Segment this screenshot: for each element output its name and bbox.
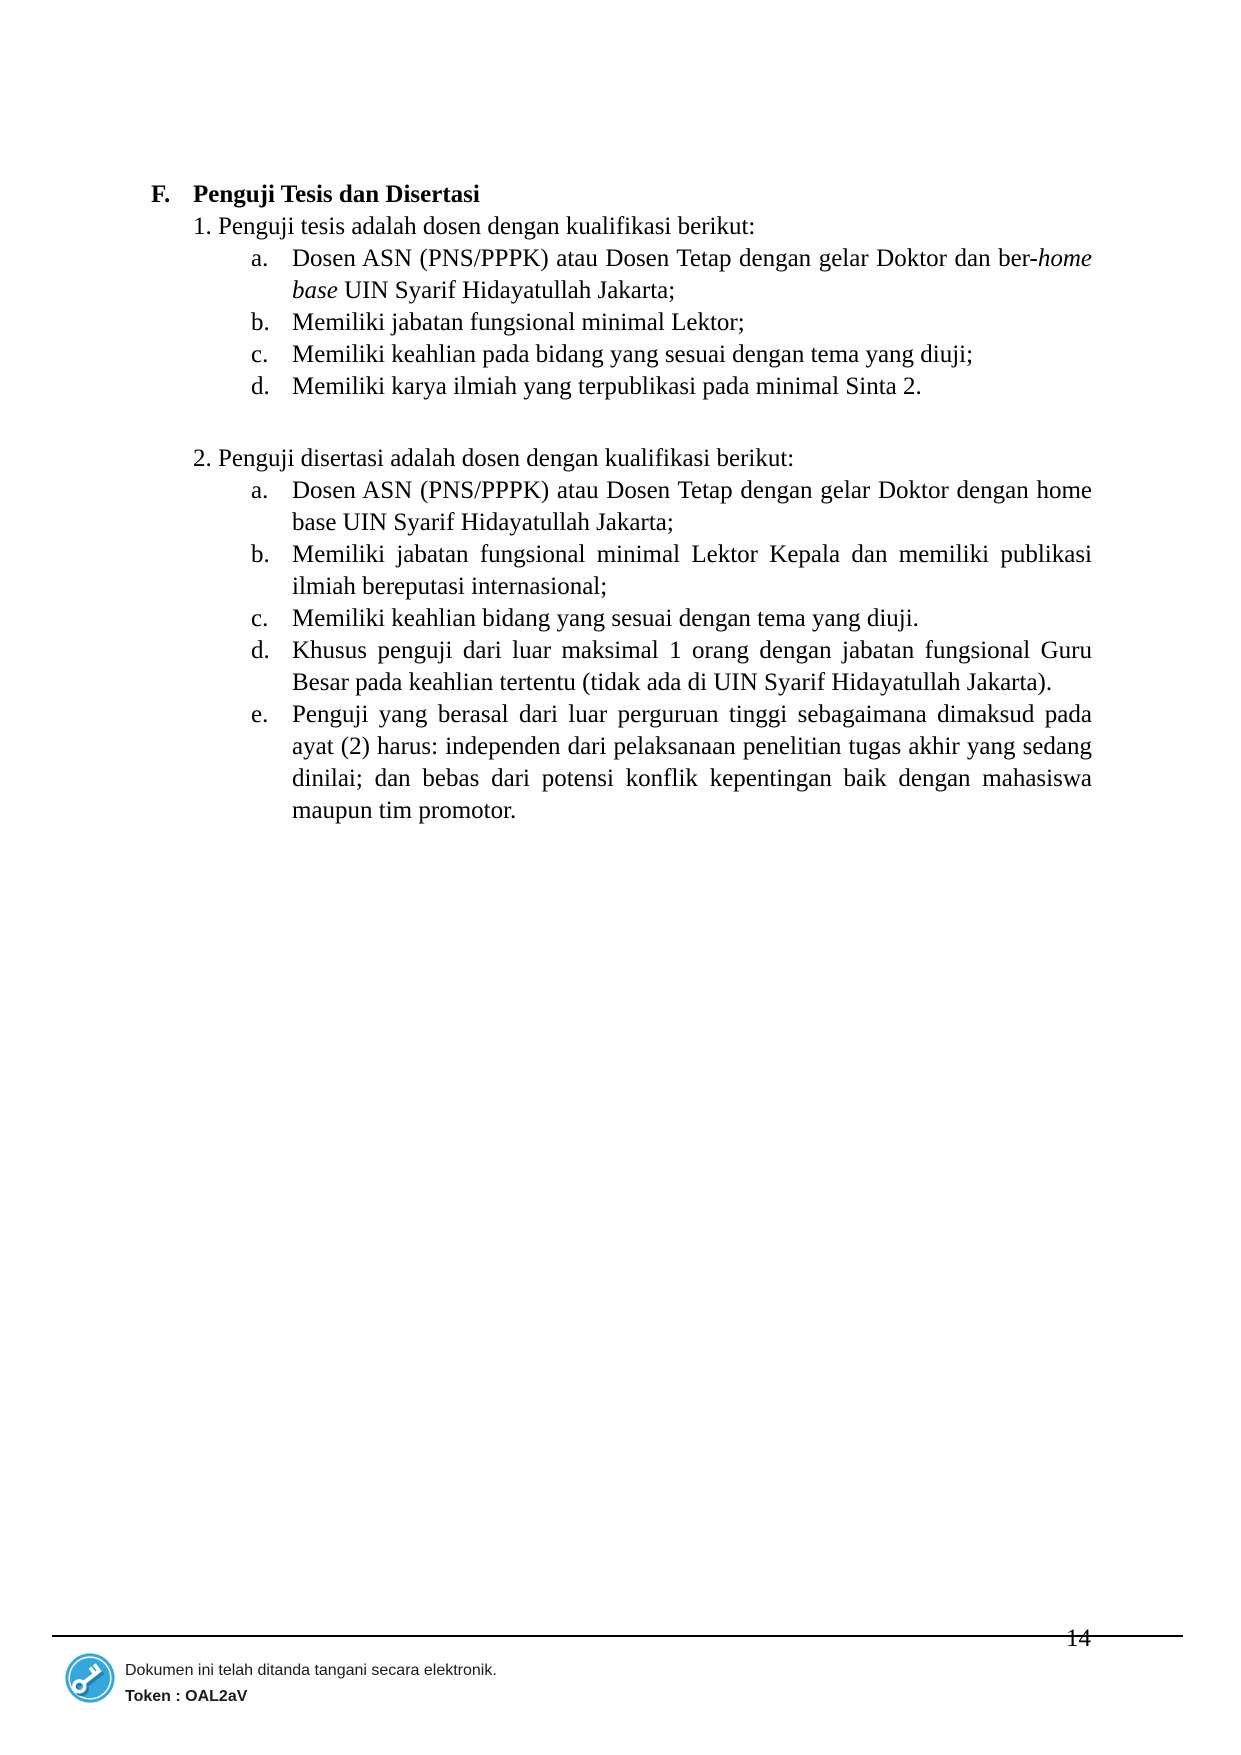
list-1-intro (193, 211, 1092, 243)
section-heading (151, 179, 1092, 211)
list-item (193, 699, 1092, 827)
list-item-text: Memiliki karya ilmiah yang terpublikasi pada minimal Sinta 2. (292, 373, 922, 400)
numbered-list-1 (193, 211, 1092, 403)
list-item-text: Memiliki keahlian bidang yang sesuai dengan tema yang diuji. (292, 605, 919, 632)
list-item-text-italic: home base (292, 245, 1092, 304)
page-number: 14 (1066, 1625, 1091, 1652)
list-item-text: Memiliki keahlian pada bidang yang sesuai dengan tema yang diuji; (292, 341, 974, 368)
list-item (193, 243, 1092, 307)
list-item-letter: d. (251, 373, 270, 400)
list-item (193, 539, 1092, 603)
footer-signed-text: Dokumen ini telah ditanda tangani secara elektronik. (125, 1662, 497, 1679)
list-item-text: Memiliki jabatan fungsional minimal Lektor; (292, 309, 745, 336)
list-item (193, 307, 1092, 339)
list-item (193, 603, 1092, 635)
list-item-letter: b. (251, 541, 270, 568)
electronic-signature-footer (65, 1653, 497, 1710)
list-item (193, 635, 1092, 699)
list-item-text-post: UIN Syarif Hidayatullah Jakarta; (337, 277, 676, 304)
list-item-letter: b. (251, 309, 270, 336)
list-item (193, 371, 1092, 403)
document-body (151, 179, 1092, 827)
list-item-letter: a. (251, 477, 269, 504)
list-2-intro-text: Penguji disertasi adalah dosen dengan kualifikasi berikut: (218, 445, 795, 472)
list-item-text: Memiliki jabatan fungsional minimal Lektor Kepala dan memiliki publikasi ilmiah bereputasi internasional; (292, 541, 1092, 600)
list-item-letter: e. (251, 701, 269, 728)
list-item-text (292, 243, 1092, 307)
footer-token-text: Token : OAL2aV (125, 1688, 248, 1705)
list-item (193, 475, 1092, 539)
list-item-letter: d. (251, 637, 270, 664)
list-1-intro-text: Penguji tesis adalah dosen dengan kualifikasi berikut: (218, 213, 756, 240)
list-item-letter: c. (251, 605, 269, 632)
electronic-signature-logo (65, 1653, 115, 1703)
footer-text-block (125, 1653, 497, 1710)
list-item-text: Khusus penguji dari luar maksimal 1 orang dengan jabatan fungsional Guru Besar pada keahlian tertentu (tidak ada di UIN Syarif Hidayatullah Jakarta). (292, 637, 1092, 696)
list-item-letter: c. (251, 341, 269, 368)
list-2-intro (193, 443, 1092, 475)
list-item-text-pre: Dosen ASN (PNS/PPPK) atau Dosen Tetap dengan gelar Doktor dan ber- (292, 245, 1038, 272)
footer-divider-line (52, 1635, 1183, 1637)
list-item (193, 339, 1092, 371)
list-2-number: 2. (193, 445, 212, 472)
section-letter: F. (151, 181, 171, 208)
list-item-letter: a. (251, 245, 269, 272)
list-item-text: Dosen ASN (PNS/PPPK) atau Dosen Tetap dengan gelar Doktor dengan home base UIN Syarif Hidayatullah Jakarta; (292, 477, 1092, 536)
numbered-list-2 (193, 443, 1092, 827)
list-1-number: 1. (193, 213, 212, 240)
list-item-text: Penguji yang berasal dari luar perguruan tinggi sebagaimana dimaksud pada ayat (2) harus: independen dari pelaksanaan penelitian tugas akhir yang sedang dinilai; dan bebas dari potensi konflik kepentingan baik dengan mahasiswa maupun tim promotor. (292, 701, 1092, 824)
section-title: Penguji Tesis dan Disertasi (193, 181, 480, 208)
